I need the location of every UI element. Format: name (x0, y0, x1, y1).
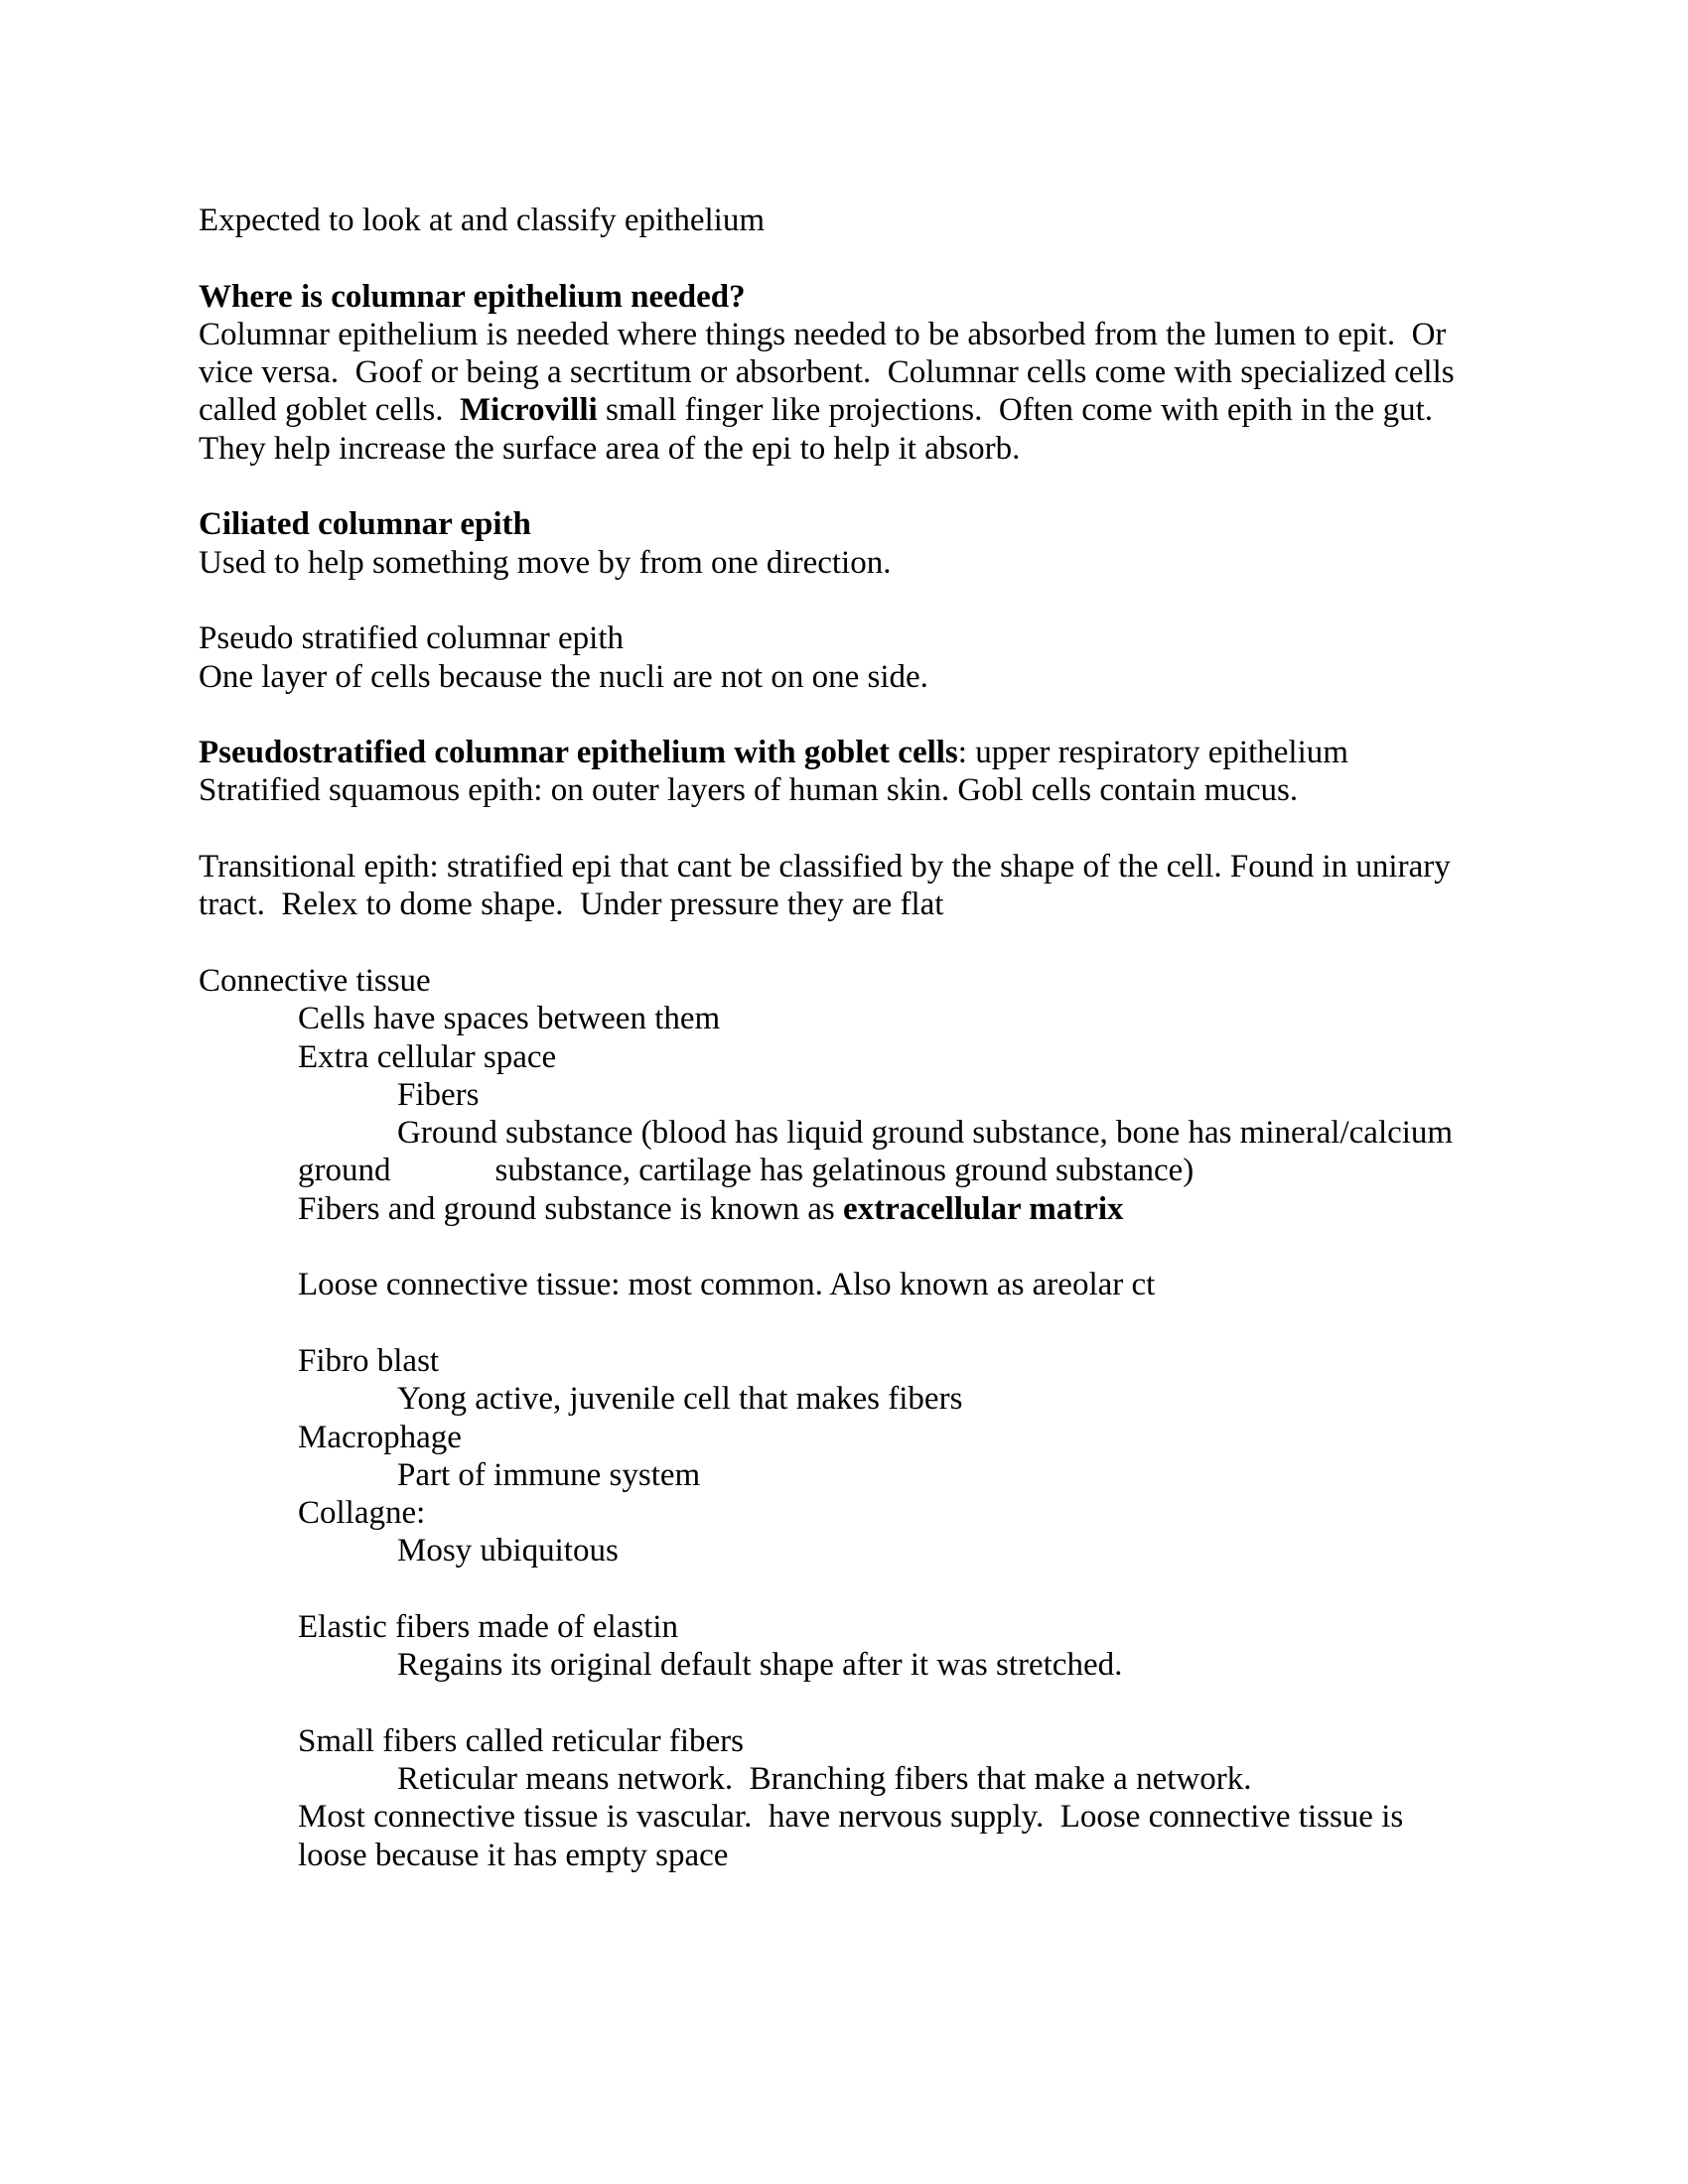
text-line (199, 886, 1628, 923)
blank-line (199, 582, 1628, 619)
text-line (199, 1114, 1628, 1152)
text-line (199, 1380, 1628, 1418)
body-text: Elastic fibers made of elastin (298, 1608, 679, 1645)
bold-text: Where is columnar epithelium needed? (199, 278, 746, 315)
body-text: Transitional epith: stratified epi that cant be classified by the shape of the cell. Found in unirary (199, 849, 1451, 886)
document-content (199, 202, 1628, 1874)
text-line (199, 1152, 1628, 1189)
body-text: Fibro blast (298, 1342, 440, 1379)
body-text: substance, cartilage has gelatinous ground substance) (494, 1153, 1195, 1189)
body-text: : upper respiratory epithelium (957, 735, 1348, 771)
text-line (199, 1837, 1628, 1874)
body-text: Cells have spaces between them (298, 1001, 721, 1037)
body-text: Part of immune system (397, 1456, 701, 1493)
body-text: small finger like projections. Often come with epith in the gut. (597, 392, 1433, 429)
blank-line (199, 1685, 1628, 1722)
blank-line (199, 1304, 1628, 1342)
body-text: called goblet cells. (199, 392, 460, 429)
bold-text: Ciliated columnar epith (199, 506, 531, 543)
text-line (199, 1494, 1628, 1532)
blank-line (199, 1570, 1628, 1608)
text-line (199, 1646, 1628, 1684)
body-text: Loose connective tissue: most common. Also known as areolar ct (298, 1267, 1156, 1303)
text-line (199, 505, 1628, 543)
text-line (199, 658, 1628, 696)
text-line (199, 391, 1628, 429)
text-line (199, 962, 1628, 1000)
blank-line (199, 239, 1628, 277)
text-line (199, 1000, 1628, 1037)
text-line (199, 1608, 1628, 1646)
text-line (199, 544, 1628, 582)
body-text: Stratified squamous epith: on outer layers of human skin. Gobl cells contain mucus. (199, 772, 1299, 809)
body-text: They help increase the surface area of the epi to help it absorb. (199, 430, 1021, 467)
text-line (199, 353, 1628, 391)
bold-text: Pseudostratified columnar epithelium with goblet cells (199, 735, 958, 771)
text-line (199, 1419, 1628, 1456)
body-text: One layer of cells because the nucli are not on one side. (199, 658, 928, 695)
text-line (199, 848, 1628, 886)
blank-line (199, 810, 1628, 848)
text-line (199, 1266, 1628, 1303)
text-line (199, 278, 1628, 316)
body-text: Collagne: (298, 1495, 426, 1532)
body-text: Macrophage (298, 1419, 462, 1455)
text-line (199, 202, 1628, 239)
body-text: Used to help something move by from one direction. (199, 544, 892, 581)
text-line (199, 1038, 1628, 1076)
body-text: Fibers (397, 1076, 480, 1113)
bold-text: Microvilli (460, 392, 598, 429)
bold-text: extracellular matrix (843, 1190, 1124, 1227)
body-text: Extra cellular space (298, 1038, 557, 1075)
text-line (199, 430, 1628, 468)
blank-line (199, 924, 1628, 962)
tab-space (391, 1179, 495, 1180)
body-text: Mosy ubiquitous (397, 1533, 619, 1570)
blank-line (199, 468, 1628, 505)
body-text: vice versa. Goof or being a secrtitum or absorbent. Columnar cells come with specialized cells (199, 354, 1455, 391)
body-text: Yong active, juvenile cell that makes fibers (397, 1381, 963, 1418)
text-line (199, 1190, 1628, 1228)
blank-line (199, 1228, 1628, 1266)
text-line (199, 1342, 1628, 1380)
body-text: Connective tissue (199, 962, 431, 999)
body-text: Pseudo stratified columnar epith (199, 620, 624, 657)
body-text: Columnar epithelium is needed where things needed to be absorbed from the lumen to epit. Or (199, 316, 1447, 352)
text-line (199, 771, 1628, 809)
body-text: Expected to look at and classify epithelium (199, 203, 766, 238)
body-text: Fibers and ground substance is known as (298, 1190, 844, 1227)
text-line (199, 619, 1628, 657)
body-text: Regains its original default shape after it was stretched. (397, 1647, 1123, 1684)
text-line (199, 316, 1628, 353)
body-text: loose because it has empty space (298, 1837, 729, 1873)
text-line (199, 1760, 1628, 1798)
body-text: Reticular means network. Branching fibers that make a network. (397, 1761, 1252, 1798)
body-text: Most connective tissue is vascular. have nervous supply. Loose connective tissue is (298, 1799, 1404, 1836)
blank-line (199, 696, 1628, 734)
text-line (199, 1722, 1628, 1760)
text-line (199, 1798, 1628, 1836)
body-text: ground (298, 1153, 391, 1189)
body-text: Ground substance (blood has liquid ground substance, bone has mineral/calcium (397, 1115, 1454, 1152)
body-text: Small fibers called reticular fibers (298, 1722, 744, 1759)
text-line (199, 734, 1628, 771)
body-text: tract. Relex to dome shape. Under pressure they are flat (199, 887, 944, 923)
text-line (199, 1076, 1628, 1114)
text-line (199, 1456, 1628, 1494)
text-line (199, 1532, 1628, 1570)
